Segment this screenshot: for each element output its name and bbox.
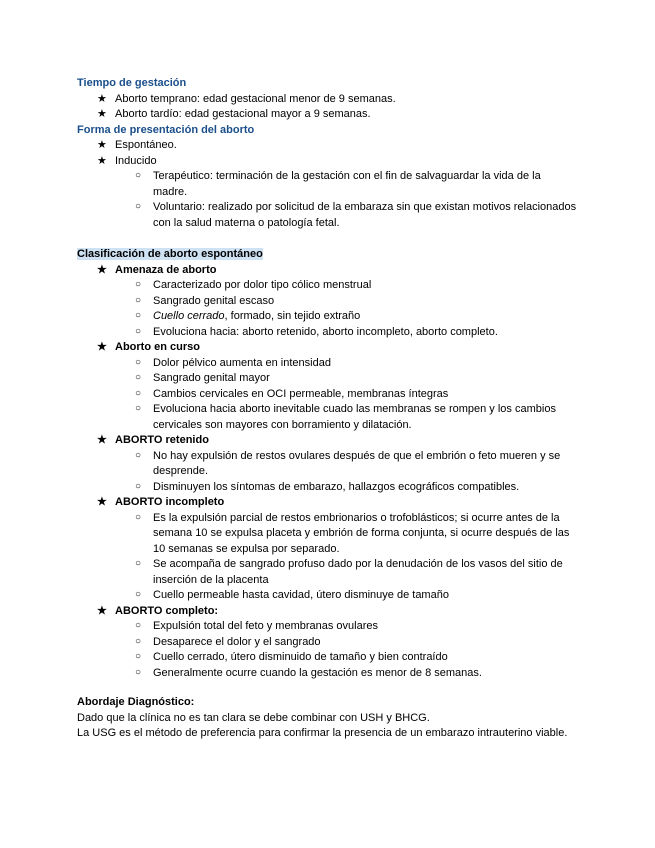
- heading-tiempo-gestacion: Tiempo de gestación: [77, 77, 187, 89]
- paragraph: La USG es el método de preferencia para confirmar la presencia de un embarazo intrauterino viable.: [77, 727, 568, 739]
- circle-bullet-icon: ○: [135, 651, 142, 662]
- star-bullet-icon: ★: [97, 434, 107, 446]
- heading-abordaje: Abordaje Diagnóstico:: [77, 696, 195, 708]
- circle-bullet-icon: ○: [135, 403, 142, 414]
- circle-bullet-icon: ○: [135, 635, 142, 647]
- list-clasificacion: [77, 263, 577, 682]
- list-item-en-curso: ★ Aborto en curso: [77, 340, 577, 356]
- sub-list-item: ○ Sangrado genital escaso: [135, 294, 275, 307]
- sub-list-item: ○ Generalmente ocurre cuando la gestación es menor de 8 semanas.: [135, 666, 482, 679]
- list-item-incompleto: ★ ABORTO incompleto: [77, 495, 577, 511]
- circle-bullet-icon: ○: [135, 310, 142, 321]
- circle-bullet-icon: ○: [135, 449, 142, 461]
- sub-list-item: ○ Evoluciona hacia aborto inevitable cuado las membranas se rompen y los cambios cervicales son mayores con borramiento y dilatación.: [135, 403, 556, 431]
- list-item-retenido: ★ ABORTO retenido: [77, 433, 577, 449]
- circle-bullet-icon: ○: [135, 480, 142, 492]
- star-bullet-icon: ★: [97, 92, 107, 105]
- star-bullet-icon: ★: [97, 496, 107, 508]
- star-bullet-icon: ★: [97, 139, 107, 151]
- circle-bullet-icon: ○: [135, 279, 142, 290]
- sub-list-item: ○ Disminuyen los síntomas de embarazo, hallazgos ecográficos compatibles.: [135, 480, 520, 493]
- circle-bullet-icon: ○: [135, 170, 142, 181]
- sub-list-item: ○ Cuello cerrado, formado, sin tejido extraño: [135, 310, 361, 322]
- sub-list-item: ○ Evoluciona hacia: aborto retenido, aborto incompleto, aborto completo.: [135, 325, 498, 338]
- list-forma: [77, 138, 577, 231]
- circle-bullet-icon: ○: [135, 294, 142, 306]
- sub-list-item: ○ Expulsión total del feto y membranas ovulares: [135, 620, 379, 632]
- sub-list-item: ○ Terapéutico: terminación de la gestación con el fin de salvaguardar la vida de la madre.: [135, 170, 541, 198]
- sub-list-item: ○ Es la expulsión parcial de restos embrionarios o trofoblásticos; si ocurre antes de la semana 10 se expulsa placeta y embrión de forma conjunta, si ocurre después de las 10 semanas se expulsa por separado.: [135, 511, 570, 555]
- sub-list-item: ○ Se acompaña de sangrado profuso dado por la denudación de los vasos del sitio de inserción de la placenta: [135, 558, 563, 586]
- circle-bullet-icon: ○: [135, 666, 142, 678]
- list-item: ★ Aborto temprano: edad gestacional menor de 9 semanas.: [77, 92, 577, 108]
- star-bullet-icon: ★: [97, 604, 107, 617]
- sub-list-item: ○ Sangrado genital mayor: [135, 372, 270, 384]
- circle-bullet-icon: ○: [135, 620, 142, 631]
- list-tiempo: [77, 92, 577, 123]
- sub-list-item: ○ Cambios cervicales en OCI permeable, membranas íntegras: [135, 387, 449, 400]
- circle-bullet-icon: ○: [135, 558, 142, 569]
- sub-list-item: ○ Cuello permeable hasta cavidad, útero disminuye de tamaño: [135, 589, 449, 601]
- sub-list-item: ○ Desaparece el dolor y el sangrado: [135, 635, 321, 648]
- circle-bullet-icon: ○: [135, 201, 142, 212]
- list-item: ★ Aborto tardío: edad gestacional mayor a 9 semanas.: [77, 107, 577, 123]
- paragraph: Dado que la clínica no es tan clara se debe combinar con USH y BHCG.: [77, 711, 430, 724]
- sub-list-item: ○ Dolor pélvico aumenta en intensidad: [135, 356, 331, 369]
- document-page: [77, 76, 577, 742]
- circle-bullet-icon: ○: [135, 356, 142, 368]
- star-bullet-icon: ★: [97, 108, 107, 120]
- circle-bullet-icon: ○: [135, 511, 142, 523]
- sub-list-item: ○ No hay expulsión de restos ovulares después de que el embrión o feto mueren y se desprende.: [135, 449, 561, 477]
- list-item-amenaza: ★ Amenaza de aborto: [77, 263, 577, 279]
- list-item-completo: ★ ABORTO completo:: [77, 604, 577, 620]
- heading-clasificacion: Clasificación de aborto espontáneo: [77, 248, 263, 260]
- star-bullet-icon: ★: [97, 154, 107, 167]
- sub-list-item: ○ Caracterizado por dolor tipo cólico menstrual: [135, 279, 372, 291]
- circle-bullet-icon: ○: [135, 325, 142, 337]
- circle-bullet-icon: ○: [135, 387, 142, 399]
- sub-list-item: ○ Voluntario: realizado por solicitud de la embaraza sin que existan motivos relacionados con la salud materna o patología fetal.: [135, 201, 577, 229]
- star-bullet-icon: ★: [97, 341, 107, 353]
- list-item: ★ Inducido: [77, 154, 577, 170]
- sub-list-item: ○ Cuello cerrado, útero disminuido de tamaño y bien contraído: [135, 651, 448, 663]
- heading-forma-presentacion: Forma de presentación del aborto: [77, 123, 255, 136]
- star-bullet-icon: ★: [97, 263, 107, 276]
- list-item: ★ Espontáneo.: [77, 138, 577, 154]
- circle-bullet-icon: ○: [135, 589, 142, 600]
- circle-bullet-icon: ○: [135, 372, 142, 383]
